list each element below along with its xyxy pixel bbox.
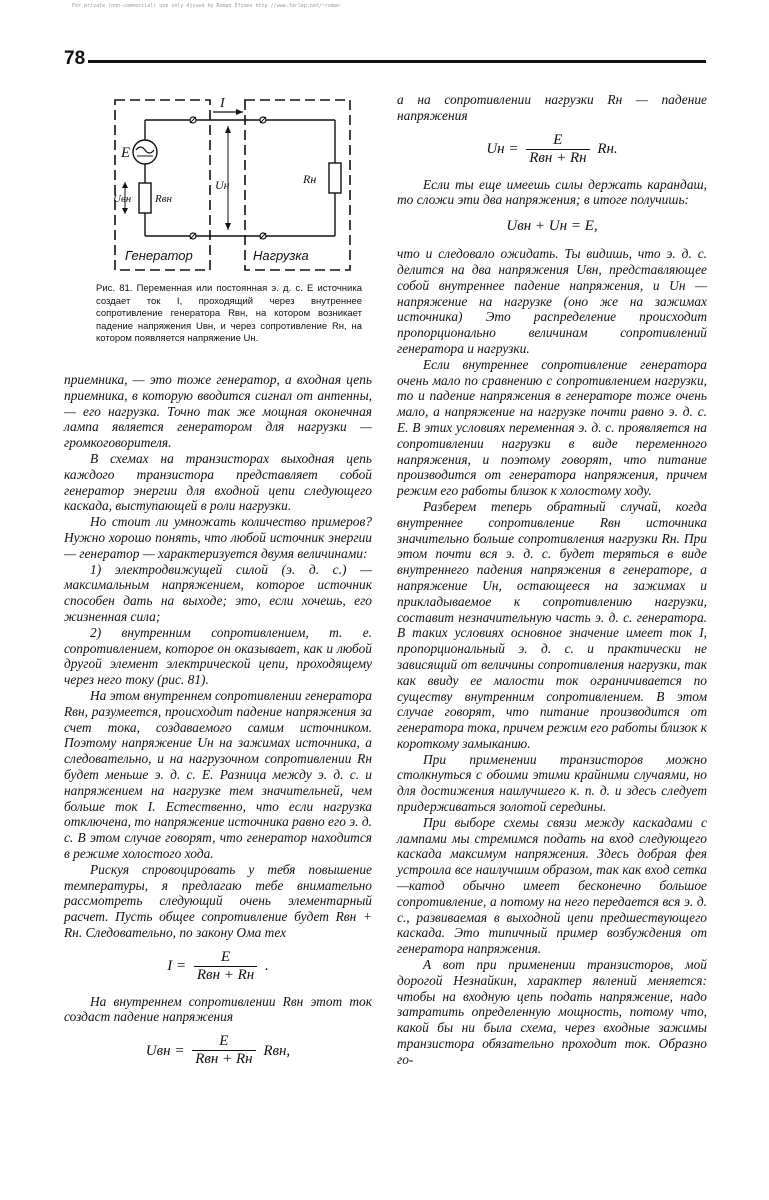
generator-voltage-label: Uвн [113,193,132,205]
load-resistor-icon [329,163,341,193]
paragraph: Разберем теперь обратный случай, когда внутреннее сопротивление Rвн источника значительно больше сопротивления нагрузки Rн. При этом почти вся э. д. с. будет теряться в виде внутреннего падения напряжения в генераторе, а напряжение Uн, остающееся на зажимах и прикладываемое к сопротивлению нагрузки, составит незначительную часть э. д. с. генератора. В таких условиях основное значение имеет ток I, пропорциональный э. д. с. и практически не зависящий от величины сопротивления нагрузки, так как ввиду ее малости ток ограничивается по существу внутренним сопротивлением. В этом случае говорят, что питание производится от генератора тока, причем режим его работы близок к короткому замыканию. [397,498,707,751]
paragraph: а на сопротивлении нагрузки Rн — падение напряжения [397,92,707,123]
paragraph: На внутреннем сопротивлении Rвн этот ток создаст падение напряжения [64,993,372,1025]
paragraph: При применении транзисторов можно столкнуться с обоими этими крайними случаями, но для достижения наилучшего к. п. д. и здесь следует придерживаться золотой середины. [397,751,707,815]
paragraph: Если ты еще имеешь силы держать карандаш, то сложи эти два напряжения; в итоге получишь: [397,176,707,208]
paragraph: Рискуя спровоцировать у тебя повышение температуры, я предлагаю тебе внимательно рассмотреть следующий очень элементарный расчет. Пусть общее сопротивление будет Rвн + Rн. Следовательно, по закону Ома тех [64,861,372,940]
current-label: I [220,96,225,111]
page-number: 78 [64,48,86,69]
paragraph: 1) электродвижущей силой (э. д. с.) — максимальным напряжением, которое источник способен дать на выходе; это, если хочешь, его жизненная сила; [64,561,372,624]
paragraph: 2) внутренним сопротивлением, т. е. сопротивлением, которое он оказывает, как и любой другой элемент электрической цепи, проходящему через него току (рис. 81). [64,624,372,688]
generator-resistance-label: Rвн [155,193,172,205]
paragraph: А вот при применении транзисторов, мой дорогой Незнайкин, характер явлений меняется: чтобы на входную цепь подать напряжение, надо затратить определенную мощность, потому что, какой бы ни была схема, через входные зажимы транзистора обязательно проходит ток. Образно го- [397,957,707,1067]
paragraph: Но стоит ли умножать количество примеров? Нужно хорошо понять, что любой источник энергии — генератор — характеризуется двумя величинами: [64,514,372,561]
paragraph: При выборе схемы связи между каскадами с лампами мы стремимся подать на вход следующего каскада максимум напряжения. Здесь добрая фея устроила все наилучшим образом, так как вход сетка—катод обычно имеет бесконечно большое сопротивление, а потому на него передается вся э. д. с., развиваемая в выходной цепи предшествующего каскада. Это типичный пример возбуждения от генератора напряжения. [397,814,707,957]
internal-resistor-icon [139,183,151,213]
load-label: Нагрузка [253,248,309,263]
generator-box [115,100,210,270]
circuit-figure [95,90,365,280]
figure-caption: Рис. 81. Переменная или постоянная э. д. с. E источника создает ток I, проходящий через внутреннее сопротивление генератора Rвн, на котором возникает падение напряжения Uвн, и через сопротивление Rн, на котором появляется напряжение Uн. [96,283,362,344]
formula-internal-drop: Uвн = $\frac{E}{\text{Rвн + Rн}}$ Rвн, [145,1033,291,1068]
left-column [64,372,372,1078]
paragraph: что и следовало ожидать. Ты видишь, что э. д. с. делится на два напряжения Uвн, представляющее собой внутреннее падение напряжения, и Uн — напряжение на нагрузке (оно же на зажимах источника) Это распределение происходит пропорционально величинам сопротивлений генератора и нагрузки. [397,246,707,356]
formula-current: I = $\frac{E}{\text{Rвн + Rн}}$ . [167,948,269,983]
generator-label: Генератор [125,248,193,263]
terminal-voltage-label: Uн [215,178,230,192]
watermark: For private (non-commercial) use only djvued by Roman Efimov http //www.farlep.net/~roman [72,3,340,9]
paragraph: На этом внутреннем сопротивлении генератора Rвн, разумеется, происходит падение напряжения за счет тока, создаваемого самим источником. Поэтому напряжение Uн на зажимах источника, а следовательно, и на нагрузочном сопротивлении Rн будет меньше э. д. с. E. Разница между э. д. с. и напряжением на нагрузке тем значительней, чем больше ток I. Естественно, что если нагрузка отключена, то напряжение источника равно его э. д. с. В этом случае говорят, что генератор находится в режиме холостого хода. [64,687,372,861]
header-rule [88,60,706,63]
paragraph: В схемах на транзисторах выходная цепь каждого транзистора представляет собой генератор энергии для входной цепи следующего каскада, выступающей в роли нагрузки. [64,450,372,514]
right-column [397,92,707,1068]
emf-label: E [121,145,131,161]
load-resistance-label: Rн [303,172,317,186]
page-header [64,44,706,74]
paragraph: Если внутреннее сопротивление генератора очень мало по сравнению с сопротивлением нагрузки, то и падение напряжения в генераторе тоже очень мало, а напряжение на нагрузке почти равно э. д. с. E. В этих условиях переменная э. д. с. проявляется на сопротивлении нагрузки в виде переменного напряжения, и поэтому говорят, что питание производится от генератора напряжения, причем режим его работы близок к холостому ходу. [397,356,707,499]
paragraph: приемника, — это тоже генератор, а входная цепь приемника, в которую вводится сигнал от антенны, — его нагрузка. Точно так же мощная оконечная лампа является генератором для нагрузки — громкоговорителя. [64,372,372,451]
formula-load-drop: Uн = $\frac{E}{\text{Rвн + Rн}}$ Rн. [486,131,618,166]
formula-sum: Uвн + Uн = E, [506,218,598,235]
ac-source-icon [133,140,157,164]
circuit-diagram [95,90,365,280]
